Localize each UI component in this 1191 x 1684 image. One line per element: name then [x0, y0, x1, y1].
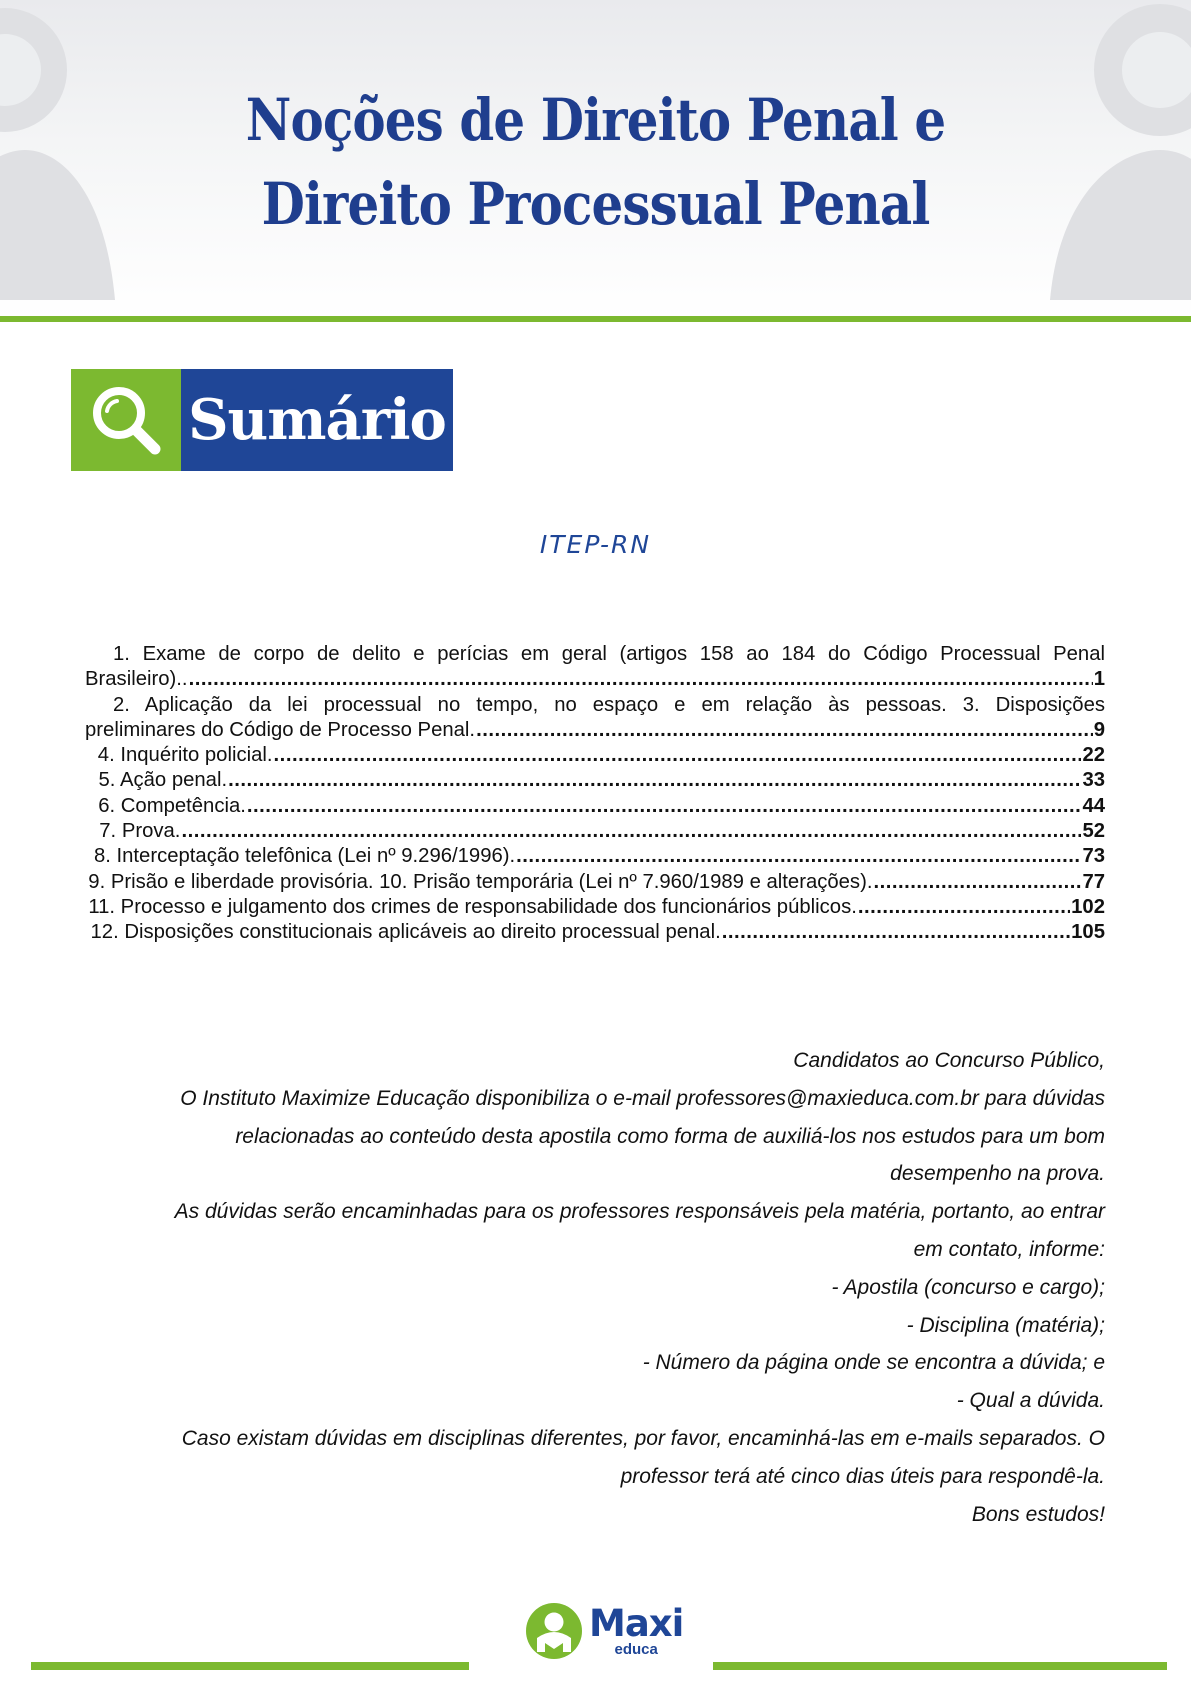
toc-entry-text: 8. Interceptação telefônica (Lei nº 9.296/1996). — [93, 845, 516, 868]
toc-entry-6[interactable] — [85, 794, 1105, 819]
sumario-label: Sumário — [181, 369, 453, 471]
maxi-person-icon — [525, 1602, 583, 1660]
toc-entry-text: preliminares do Código de Processo Penal. — [85, 718, 476, 741]
notice-line: professor terá até cinco dias úteis para respondê-la. — [620, 1464, 1105, 1488]
toc-leader — [181, 819, 1081, 844]
notice-line: desempenho na prova. — [890, 1162, 1105, 1186]
notice-line: - Apostila (concurso e cargo); — [831, 1275, 1105, 1299]
notice-line: - Número da página onde se encontra a dúvida; e — [642, 1351, 1105, 1375]
toc-entry-text: 12. Disposições constitucionais aplicáveis ao direito processual penal. — [90, 921, 721, 944]
maxi-educa-logo — [525, 1602, 683, 1660]
document-title — [83, 78, 1107, 246]
magnifier-icon — [87, 381, 165, 459]
toc-leader — [189, 667, 1093, 692]
toc-entry-4[interactable] — [85, 743, 1105, 768]
toc-page-number: 33 — [1082, 769, 1105, 792]
table-of-contents — [85, 642, 1105, 946]
toc-page-number: 105 — [1071, 921, 1105, 944]
toc-entry-text: 5. Ação penal. — [98, 769, 228, 792]
toc-page-number: 77 — [1082, 870, 1105, 893]
toc-entry-text: 1. Exame de corpo de delito e perícias em geral (artigos 158 ao 184 do Código Processual Penal — [113, 643, 1105, 665]
toc-leader — [873, 870, 1081, 895]
notice-line: Caso existam dúvidas em disciplinas diferentes, por favor, encaminhá-las em e-mails separados. O — [181, 1426, 1105, 1450]
toc-page-number: 52 — [1082, 820, 1105, 843]
sumario-icon-box — [71, 369, 181, 471]
toc-entry-2[interactable] — [85, 693, 1105, 744]
toc-page-number: 22 — [1082, 744, 1105, 767]
toc-entry-12[interactable] — [85, 920, 1105, 945]
toc-page-number: 1 — [1093, 668, 1105, 691]
toc-leader — [274, 743, 1082, 768]
toc-entry-5[interactable] — [85, 768, 1105, 793]
toc-entry-text: 9. Prisão e liberdade provisória. 10. Prisão temporária (Lei nº 7.960/1989 e alterações). — [88, 870, 873, 893]
notice-line: Candidatos ao Concurso Público, — [793, 1049, 1105, 1072]
notice-line: Bons estudos! — [971, 1502, 1105, 1526]
candidates-notice — [120, 1042, 1105, 1533]
notice-line: As dúvidas serão encaminhadas para os professores responsáveis pela matéria, portanto, ao entrar — [174, 1200, 1105, 1224]
title-line-2: Direito Processual Penal — [261, 170, 930, 238]
toc-page-number: 102 — [1071, 895, 1105, 918]
footer-line-left — [31, 1662, 469, 1670]
toc-entry-1[interactable] — [85, 642, 1105, 693]
toc-page-number: 44 — [1082, 794, 1105, 817]
exam-subtitle: ITEP-RN — [539, 530, 652, 559]
toc-entry-7[interactable] — [85, 819, 1105, 844]
toc-leader — [516, 844, 1081, 869]
toc-page-number: 9 — [1093, 718, 1105, 741]
footer-line-right — [713, 1662, 1167, 1670]
notice-line: - Disciplina (matéria); — [906, 1313, 1105, 1337]
notice-line: - Qual a dúvida. — [956, 1389, 1105, 1413]
toc-entry-11[interactable] — [85, 895, 1105, 920]
notice-line: O Instituto Maximize Educação disponibiliza o e-mail professores@maxieduca.com.br para dúvidas — [180, 1086, 1105, 1110]
sumario-banner — [71, 369, 453, 471]
title-line-1: Noções de Direito Penal e — [245, 86, 946, 154]
toc-entry-text: 2. Aplicação da lei processual no tempo, no espaço e em relação às pessoas. 3. Disposições — [113, 693, 1105, 716]
logo-maxi-text: Maxi — [589, 1602, 684, 1645]
toc-entry-text: 7. Prova. — [99, 820, 181, 843]
toc-entry-text: 11. Processo e julgamento dos crimes de responsabilidade dos funcionários públicos. — [88, 895, 857, 918]
toc-leader — [858, 895, 1070, 920]
notice-line: relacionadas ao conteúdo desta apostila como forma de auxiliá-los nos estudos para um bom — [235, 1124, 1105, 1148]
toc-leader — [722, 920, 1070, 945]
toc-leader — [228, 768, 1081, 793]
toc-entry-8[interactable] — [85, 844, 1105, 869]
toc-page-number: 73 — [1082, 845, 1105, 868]
toc-entry-text: 4. Inquérito policial. — [97, 744, 273, 767]
toc-entry-text: Brasileiro).. — [85, 668, 188, 691]
notice-line: em contato, informe: — [913, 1237, 1105, 1261]
toc-entry-9[interactable] — [85, 870, 1105, 895]
toc-leader — [247, 794, 1082, 819]
toc-entry-text: 6. Competência. — [98, 794, 246, 817]
header-divider — [0, 316, 1191, 322]
header-band — [0, 0, 1191, 318]
toc-leader — [476, 718, 1093, 743]
logo-educa-text: educa — [614, 1641, 658, 1658]
